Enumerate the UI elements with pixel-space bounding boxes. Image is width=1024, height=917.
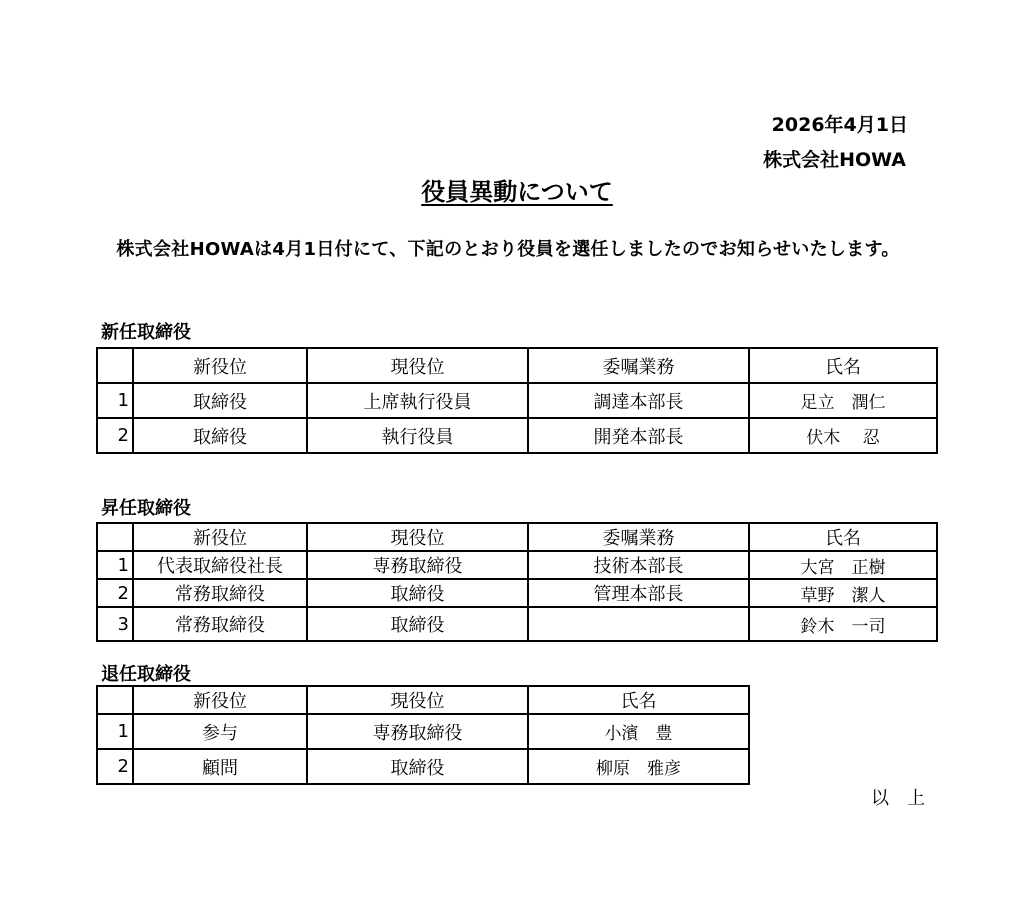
table-row bbox=[97, 579, 937, 607]
name-cell: 伏木 忍 bbox=[749, 418, 937, 453]
new-position-cell: 参与 bbox=[133, 714, 307, 749]
row-number: 1 bbox=[97, 551, 133, 579]
name-cell: 足立 潤仁 bbox=[749, 383, 937, 418]
document-title: 役員異動について bbox=[421, 178, 613, 206]
promoted-directors-table bbox=[96, 522, 938, 642]
new-position-cell: 常務取締役 bbox=[133, 607, 307, 641]
header-cell: 新役位 bbox=[133, 348, 307, 383]
table-row bbox=[97, 418, 937, 453]
row-number: 2 bbox=[97, 418, 133, 453]
header-cell: 氏名 bbox=[749, 523, 937, 551]
retiring-directors-label: 退任取締役 bbox=[101, 664, 191, 685]
row-number: 2 bbox=[97, 749, 133, 784]
new-position-cell: 常務取締役 bbox=[133, 579, 307, 607]
row-number: 2 bbox=[97, 579, 133, 607]
row-number: 1 bbox=[97, 714, 133, 749]
duties-cell: 開発本部長 bbox=[528, 418, 749, 453]
table-row bbox=[97, 714, 749, 749]
header-cell-no bbox=[97, 523, 133, 551]
new-position-cell: 代表取締役社長 bbox=[133, 551, 307, 579]
current-position-cell: 取締役 bbox=[307, 749, 528, 784]
duties-cell: 調達本部長 bbox=[528, 383, 749, 418]
name-cell: 大宮 正樹 bbox=[749, 551, 937, 579]
header-cell: 現役位 bbox=[307, 348, 528, 383]
closing-text: 以 上 bbox=[871, 788, 925, 809]
new-directors-label: 新任取締役 bbox=[101, 322, 191, 343]
name-cell: 小濱 豊 bbox=[528, 714, 749, 749]
name-cell: 柳原 雅彦 bbox=[528, 749, 749, 784]
header-cell: 現役位 bbox=[307, 686, 528, 714]
header-cell: 委嘱業務 bbox=[528, 523, 749, 551]
intro-text: 株式会社HOWAは4月1日付にて、下記のとおり役員を選任しましたのでお知らせいたします。 bbox=[116, 239, 900, 260]
header-cell: 現役位 bbox=[307, 523, 528, 551]
table-header-row bbox=[97, 686, 749, 714]
header-cell-no bbox=[97, 348, 133, 383]
table-row bbox=[97, 607, 937, 641]
new-position-cell: 取締役 bbox=[133, 418, 307, 453]
header-cell: 氏名 bbox=[749, 348, 937, 383]
new-directors-table bbox=[96, 347, 938, 454]
current-position-cell: 執行役員 bbox=[307, 418, 528, 453]
header-cell: 氏名 bbox=[528, 686, 749, 714]
table-header-row bbox=[97, 348, 937, 383]
promoted-directors-label: 昇任取締役 bbox=[101, 498, 191, 519]
company-name: 株式会社HOWA bbox=[763, 149, 906, 171]
current-position-cell: 取締役 bbox=[307, 607, 528, 641]
current-position-cell: 上席執行役員 bbox=[307, 383, 528, 418]
name-cell: 草野 潔人 bbox=[749, 579, 937, 607]
current-position-cell: 専務取締役 bbox=[307, 714, 528, 749]
row-number: 3 bbox=[97, 607, 133, 641]
header-cell: 新役位 bbox=[133, 686, 307, 714]
name-cell: 鈴木 一司 bbox=[749, 607, 937, 641]
header-cell: 新役位 bbox=[133, 523, 307, 551]
duties-cell: 技術本部長 bbox=[528, 551, 749, 579]
row-number: 1 bbox=[97, 383, 133, 418]
table-row bbox=[97, 749, 749, 784]
header-cell: 委嘱業務 bbox=[528, 348, 749, 383]
table-row bbox=[97, 551, 937, 579]
new-position-cell: 取締役 bbox=[133, 383, 307, 418]
new-position-cell: 顧問 bbox=[133, 749, 307, 784]
current-position-cell: 専務取締役 bbox=[307, 551, 528, 579]
table-header-row bbox=[97, 523, 937, 551]
document-date: 2026年4月1日 bbox=[771, 114, 908, 136]
table-row bbox=[97, 383, 937, 418]
header-cell-no bbox=[97, 686, 133, 714]
retiring-directors-table bbox=[96, 685, 750, 785]
duties-cell bbox=[528, 607, 749, 641]
current-position-cell: 取締役 bbox=[307, 579, 528, 607]
duties-cell: 管理本部長 bbox=[528, 579, 749, 607]
